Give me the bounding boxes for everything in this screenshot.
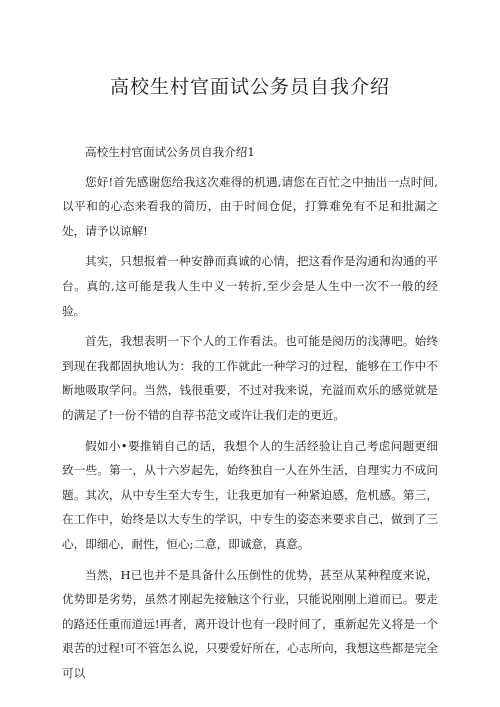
paragraph-sincerity: 其实，只想报着一种安静而真诚的心情，把这看作是沟通和沟通的平台。真的,这可能是我人生中义一转折,至少会是人生中一次不一般的经验。 — [62, 254, 438, 318]
document-body — [62, 140, 438, 685]
paragraph-work-view: 首先，我想表明一下个人的工作看法。也可能是阅历的浅薄吧。始终到现在我都固执地认为：我的工作就此一种学习的过程，能够在工作中不断地吸取学问。当然，钱很重要，不过对我来说，充溢而欢乐的感觉就是的满足了!一份不错的自荐书范文或许让我们走的更近。 — [62, 334, 438, 422]
paragraph-greeting: 您好!首先感谢您给我这次难得的机遇,请您在百忙之中抽出一点时间,以平和的心态来看我的简历，由于时间仓促，打算难免有不足和批漏之处，请予以谅解! — [62, 174, 438, 238]
paragraph-self-promotion: 假如小•要推销自己的话，我想个人的生活经验让自己考虑问题更细致一些。第一，从十六岁起先，始终独自一人在外生活，自理实力不成问题。其次，从中专生至大专生，让我更加有一种紧迫感，危机感。第三，在工作中，始终是以大专生的学识，中专生的姿态来要求自己，做到了三心，即细心，耐性，恒心;二意，即诚意，真意。 — [62, 438, 438, 551]
section-heading: 高校生村官面试公务员自我介绍1 — [85, 145, 255, 159]
document-title: 高校生村官面试公务员自我介绍 — [109, 76, 390, 98]
paragraph-advantages: 当然，H已也并不是具备什么压倒性的优势，甚至从某种程度来说，优势即是劣势，虽然才刚起先接触这个行业，只能说刚刚上道而已。要走的路还任重而道远!再者，离开设计也有一段时间了，重新起先义将是一个艰苦的过程!可不管怎么说，只要爱好所在，心志所向，我想这些都是完全可以 — [62, 567, 438, 680]
